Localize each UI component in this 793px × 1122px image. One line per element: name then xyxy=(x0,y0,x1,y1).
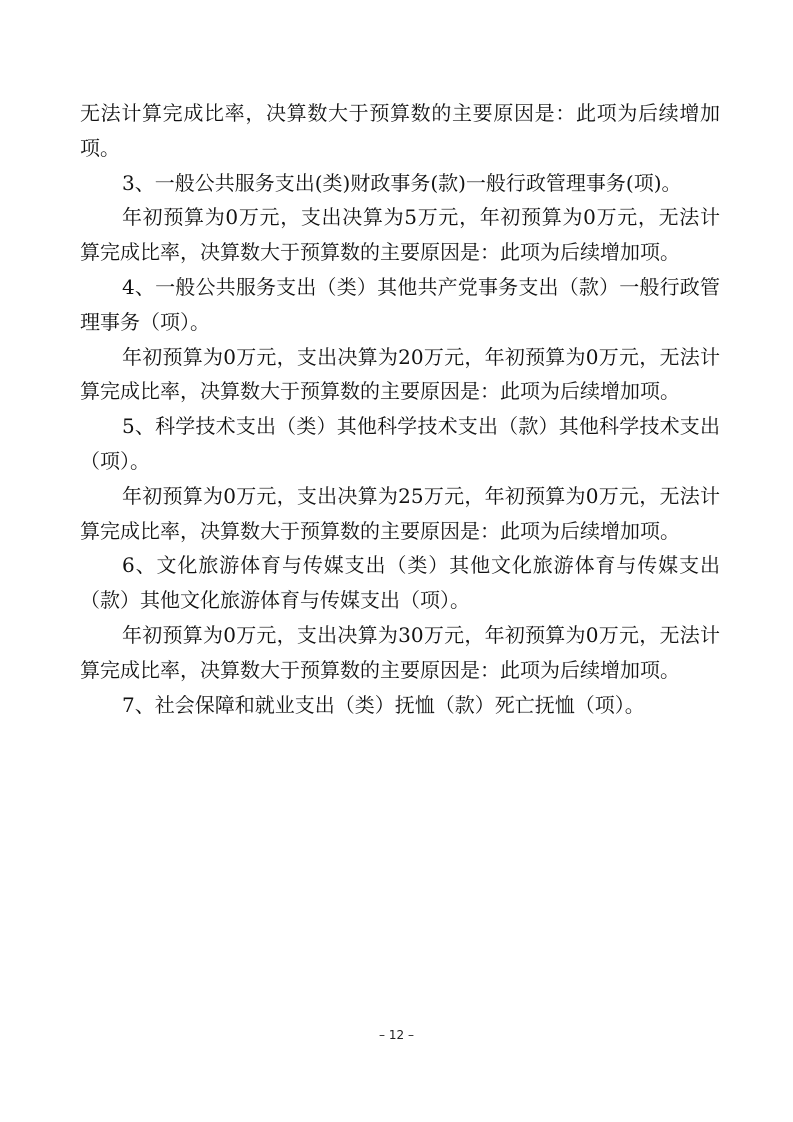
paragraph-4: 4、一般公共服务支出（类）其他共产党事务支出（款）一般行政管理事务（项）。 xyxy=(80,274,720,334)
paragraph-9: 年初预算为0万元，支出决算为30万元，年初预算为0万元，无法计算完成比率，决算数大于预算数的主要原因是：此项为后续增加项。 xyxy=(80,622,720,682)
paragraph-10: 7、社会保障和就业支出（类）抚恤（款）死亡抚恤（项）。 xyxy=(122,692,645,717)
paragraph-1: 无法计算完成比率，决算数大于预算数的主要原因是：此项为后续增加项。 xyxy=(80,101,720,160)
body-text xyxy=(80,96,720,722)
paragraph-8: 6、文化旅游体育与传媒支出（类）其他文化旅游体育与传媒支出（款）其他文化旅游体育与传媒支出（项）。 xyxy=(80,553,720,613)
paragraph-3: 年初预算为0万元，支出决算为5万元，年初预算为0万元，无法计算完成比率，决算数大于预算数的主要原因是：此项为后续增加项。 xyxy=(80,205,720,265)
paragraph-5: 年初预算为0万元，支出决算为20万元，年初预算为0万元，无法计算完成比率，决算数大于预算数的主要原因是：此项为后续增加项。 xyxy=(80,344,720,404)
paragraph-2: 3、一般公共服务支出(类)财政事务(款)一般行政管理事务(项)。 xyxy=(122,170,682,195)
paragraph-7: 年初预算为0万元，支出决算为25万元，年初预算为0万元，无法计算完成比率，决算数大于预算数的主要原因是：此项为后续增加项。 xyxy=(80,483,720,543)
page-number: – 12 – xyxy=(379,1028,414,1042)
paragraph-6: 5、科学技术支出（类）其他科学技术支出（款）其他科学技术支出（项）。 xyxy=(80,414,720,473)
